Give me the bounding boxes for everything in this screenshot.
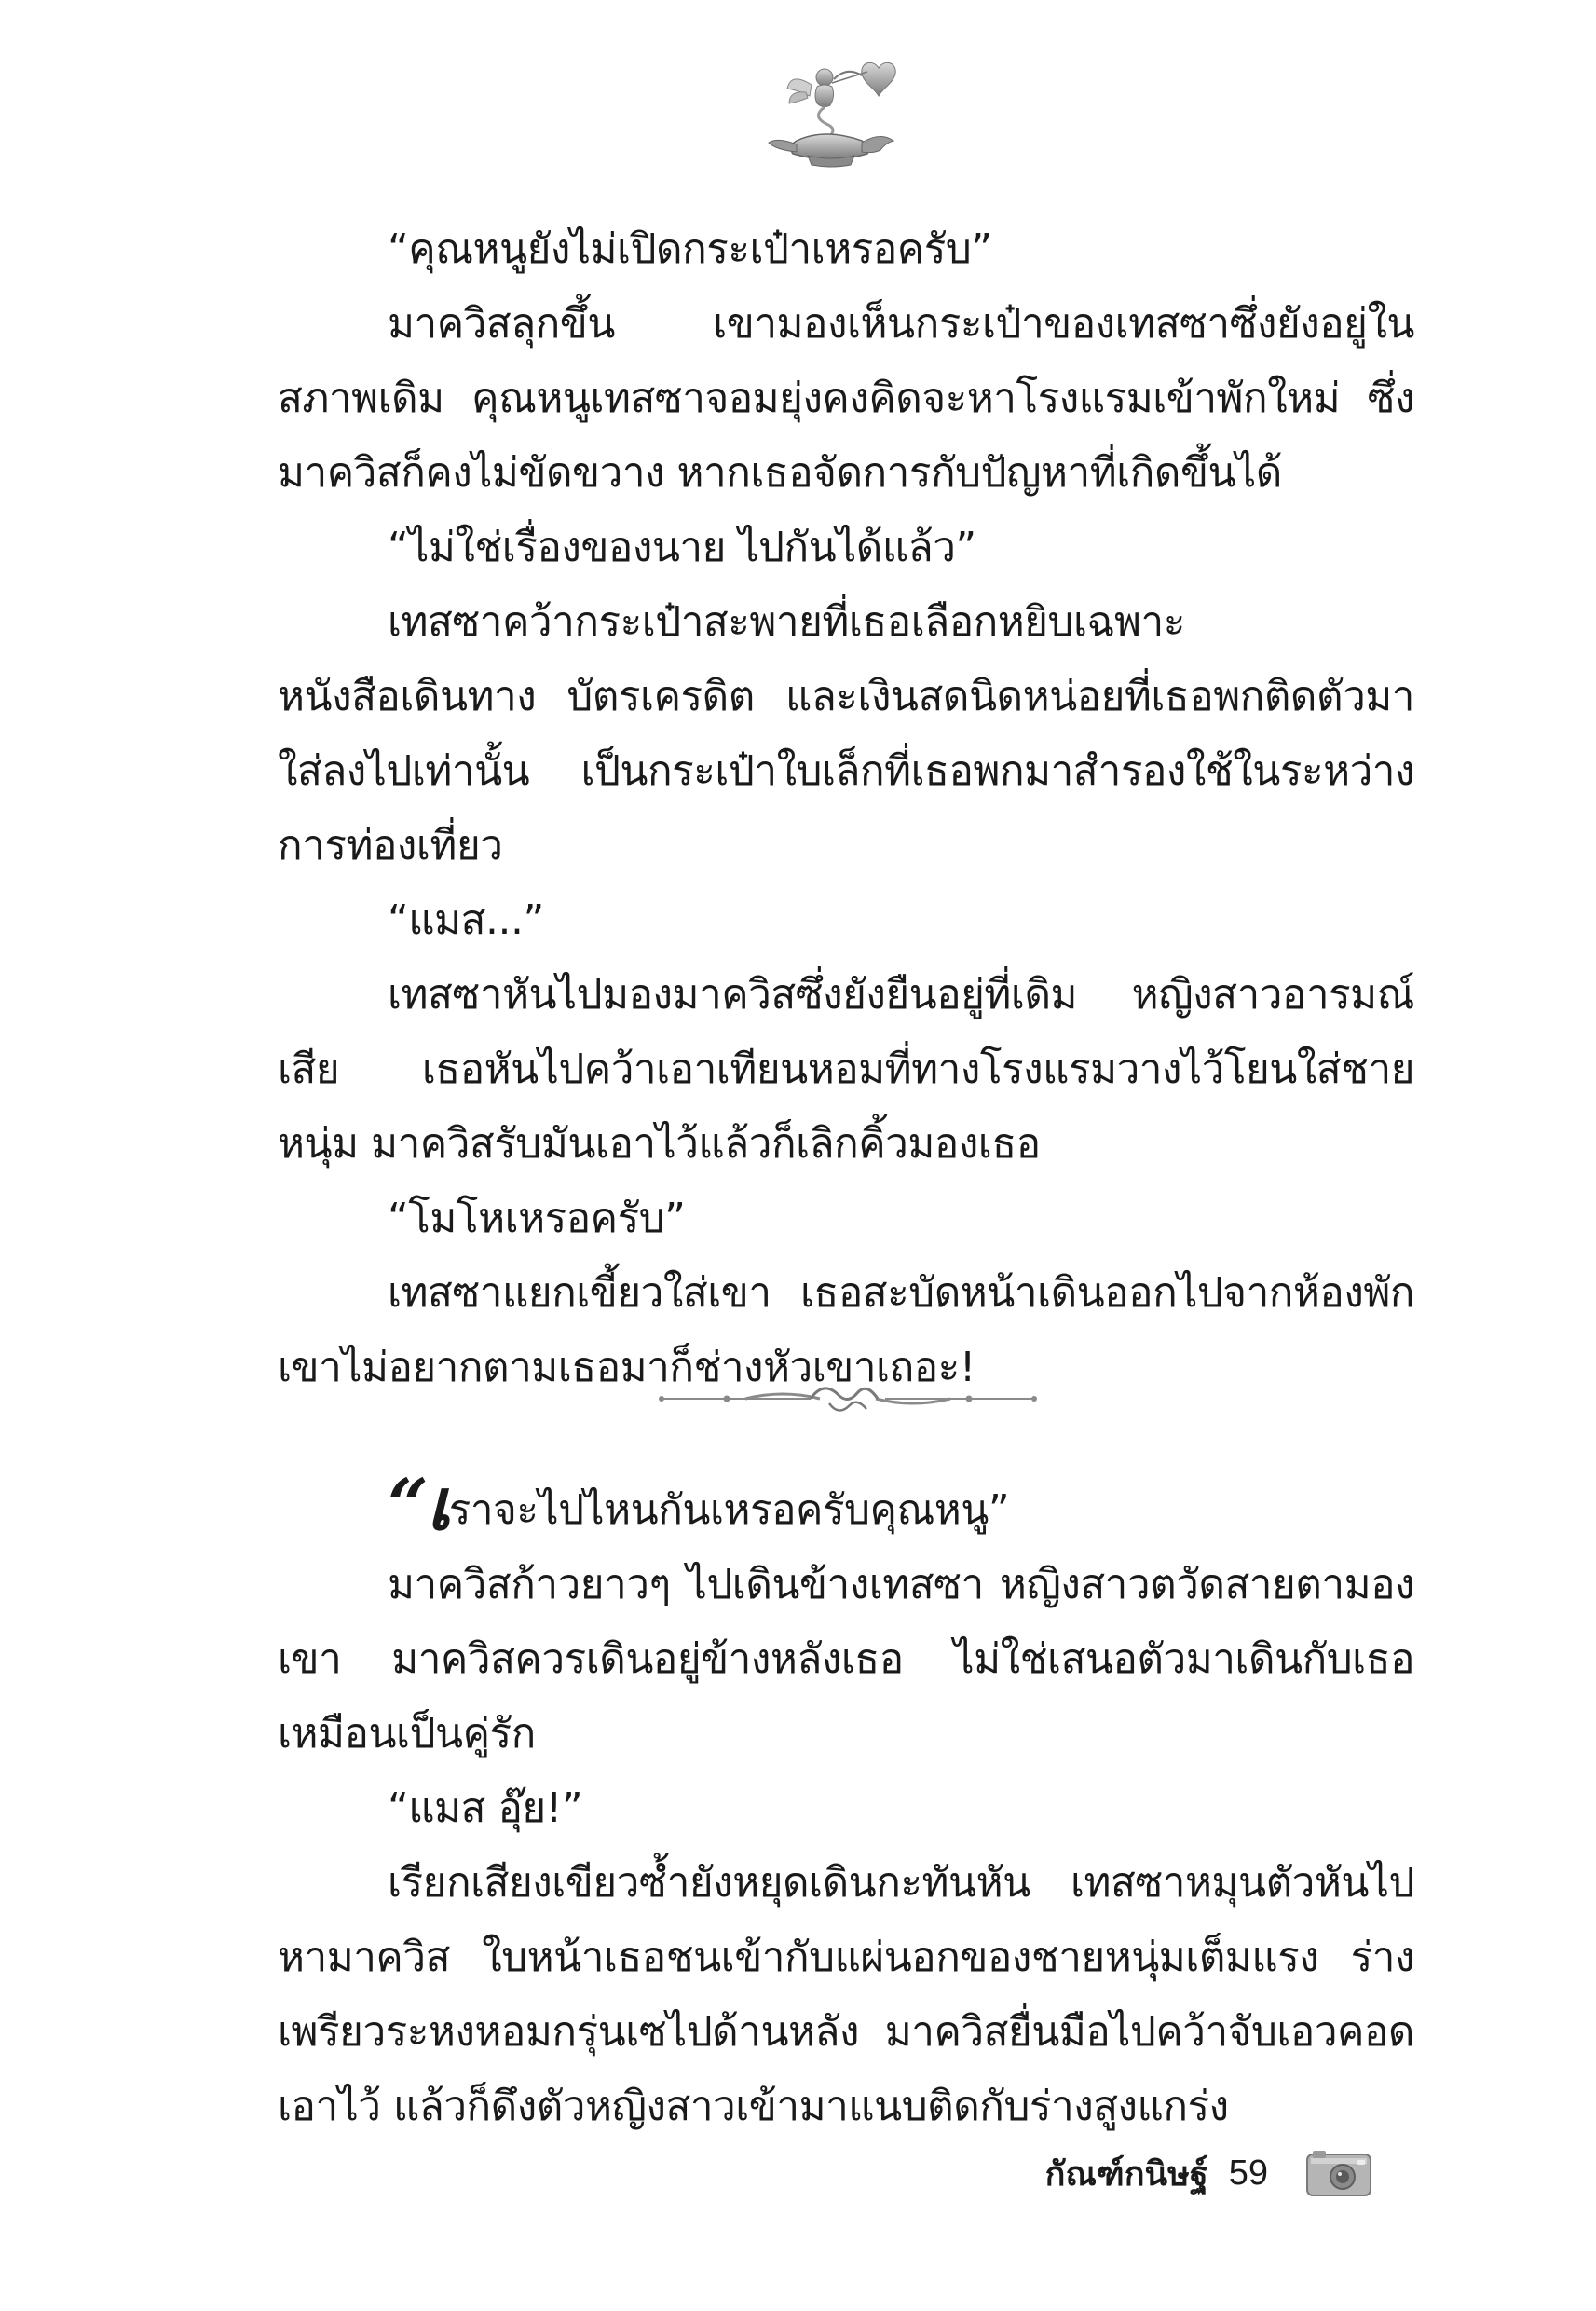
section-1-text — [278, 212, 1414, 1405]
section-2-first-line — [278, 1463, 1414, 1548]
paragraph: มาควิสก้าวยาวๆ ไปเดินข้างเทสซา หญิงสาวตวัดสายตามองเขา มาควิสควรเดินอยู่ข้างหลังเธอ ไม่ใช่เสนอตัวมาเดินกับเธอเหมือนเป็นคู่รัก — [278, 1561, 1414, 1757]
paragraph: “แมส...” — [388, 896, 544, 944]
paragraph: เทสซาคว้ากระเป๋าสะพายที่เธอเลือกหยิบเฉพาะหนังสือเดินทาง บัตรเครดิต และเงินสดนิดหน่อยที่เธอพกติดตัวมาใส่ลงไปเท่านั้น เป็นกระเป๋าใบเล็กที่เธอพกมาสำรองใช้ในระหว่างการท่องเที่ยว — [278, 598, 1414, 869]
page-number: 59 — [1228, 2153, 1268, 2193]
drop-cap: “เ — [388, 1463, 449, 1546]
paragraph: “คุณหนูยังไม่เปิดกระเป๋าเหรอครับ” — [388, 226, 992, 273]
paragraph: เทสซาแยกเขี้ยวใส่เขา เธอสะบัดหน้าเดินออกไปจากห้องพัก เขาไม่อยากตามเธอมาก็ช่างหัวเขาเถอะ! — [278, 1269, 1414, 1391]
paragraph: “แมส อุ๊ย!” — [388, 1785, 583, 1832]
flourish-divider-icon — [652, 1377, 1044, 1420]
page-footer — [1045, 2145, 1372, 2201]
paragraph: “ไม่ใช่เรื่องของนาย ไปกันได้แล้ว” — [388, 524, 976, 571]
paragraph: เรียกเสียงเขียวซ้ำยังหยุดเดินกะทันหัน เทสซาหมุนตัวหันไปหามาควิส ใบหน้าเธอชนเข้ากับแผ่นอกของชายหนุ่มเต็มแรง ร่างเพรียวระหงหอมกรุ่นเซไปด้านหลัง มาควิสยื่นมือไปคว้าจับเอวคอดเอาไว้ แล้วก็ดึงตัวหญิงสาวเข้ามาแนบติดกับร่างสูงแกร่ง — [278, 1859, 1414, 2130]
paragraph: เทสซาหันไปมองมาควิสซึ่งยังยืนอยู่ที่เดิม หญิงสาวอารมณ์เสีย เธอหันไปคว้าเอาเทียนหอมที่ทางโรงแรมวางไว้โยนใส่ชายหนุ่ม มาควิสรับมันเอาไว้แล้วก็เลิกคิ้วมองเธอ — [278, 971, 1414, 1168]
first-line-rest: ราจะไปไหนกันเหรอครับคุณหนู” — [448, 1486, 1010, 1534]
paragraph: “โมโหเหรอครับ” — [388, 1195, 686, 1242]
camera-icon — [1305, 2149, 1372, 2197]
author-name: กัณฑ์กนิษฐ์ — [1044, 2154, 1208, 2194]
section-2-text — [278, 1463, 1414, 2144]
paragraph: มาควิสลุกขึ้น เขามองเห็นกระเป๋าของเทสซาซึ่งยังอยู่ในสภาพเดิม คุณหนูเทสซาจอมยุ่งคงคิดจะหาโรงแรมเข้าพักใหม่ ซึ่งมาควิสก็คงไม่ขัดขวาง หากเธอจัดการกับปัญหาที่เกิดขึ้นได้ — [278, 300, 1414, 497]
cupid-teapot-ornament-icon — [759, 51, 908, 172]
